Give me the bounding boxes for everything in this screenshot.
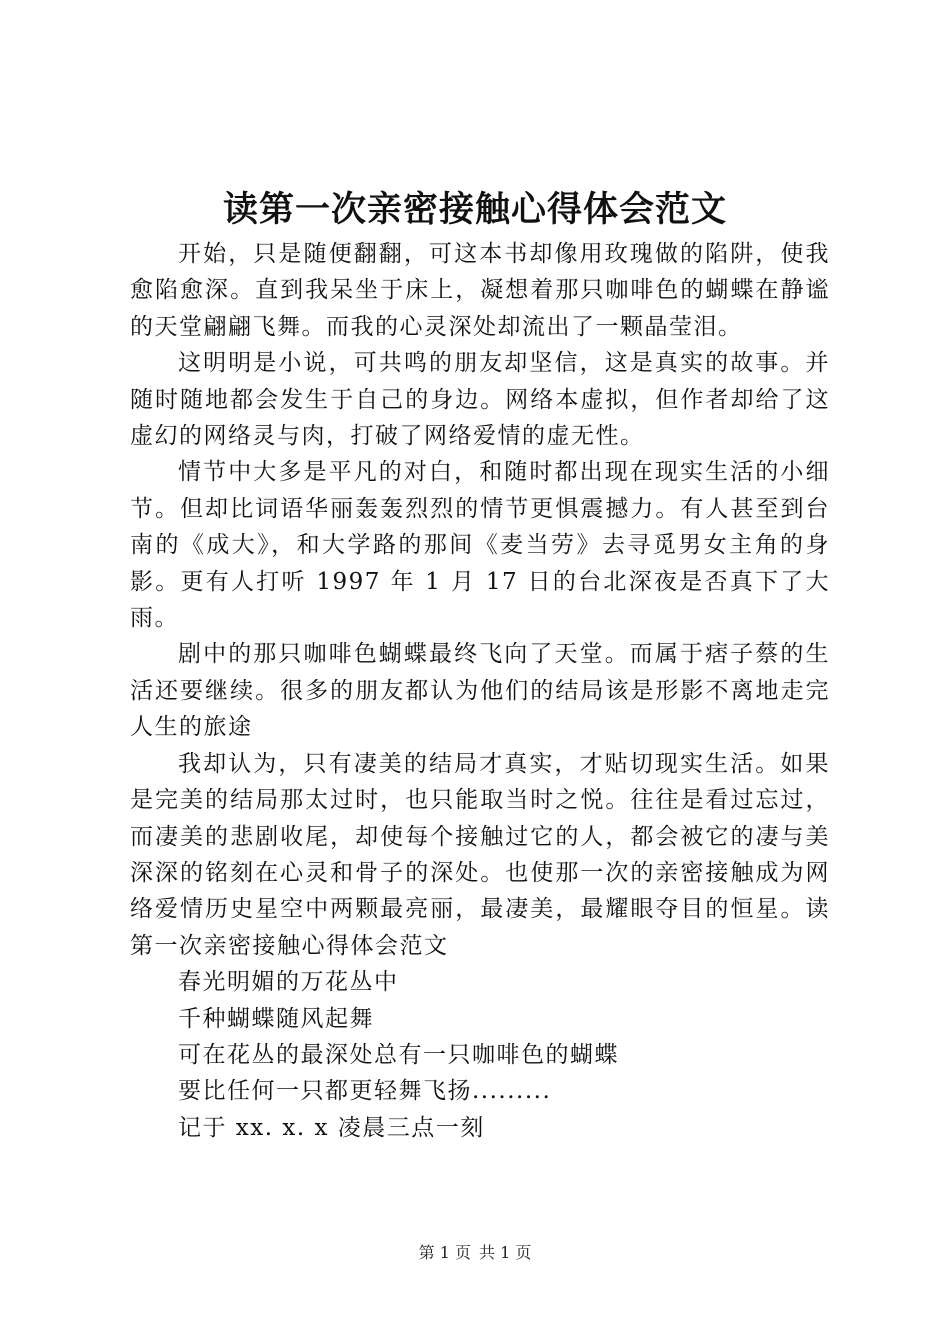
verse-line-2: 千种蝴蝶随风起舞 [178,1005,374,1032]
paragraph-5: 我却认为，只有凄美的结局才真实，才贴切现实生活。如果是完美的结局那太过时，也只能取当时之悦。往往是看过忘过，而凄美的悲剧收尾，却使每个接触过它的人，都会被它的凄与美深深的铭刻在心灵和骨子的深处。也使那一次的亲密接触成为网络爱情历史星空中两颗最亮丽，最凄美，最耀眼夺目的恒星。读第一次亲密接触心得体会范文 [130,750,830,959]
paragraph-1: 开始，只是随便翻翻，可这本书却像用玫瑰做的陷阱，使我愈陷愈深。直到我呆坐于床上，凝想着那只咖啡色的蝴蝶在静谧的天堂翩翩飞舞。而我的心灵深处却流出了一颗晶莹泪。 [130,241,830,340]
paragraph-4: 剧中的那只咖啡色蝴蝶最终飞向了天堂。而属于痞子蔡的生活还要继续。很多的朋友都认为他们的结局该是形影不离地走完人生的旅途 [130,641,830,741]
verse-signature: 记于 xx. x. x 凌晨三点一刻 [178,1114,485,1141]
paragraph-3: 情节中大多是平凡的对白，和随时都出现在现实生活的小细节。但却比词语华丽轰轰烈烈的情节更惧震撼力。有人甚至到台南的《成大》，和大学路的那间《麦当劳》去寻觅男女主角的身影。更有人打听 1997 年 1 月 17 日的台北深夜是否真下了大雨。 [130,459,830,632]
verse-line-3: 可在花丛的最深处总有一只咖啡色的蝴蝶 [178,1041,619,1068]
document-body [130,236,830,1146]
document-title: 读第一次亲密接触心得体会范文 [222,189,727,230]
page-number: 第 1 页 [418,1243,471,1262]
verse-line-4: 要比任何一只都更轻舞飞扬......... [178,1078,552,1105]
verse-line-1: 春光明媚的万花丛中 [178,969,399,996]
page-footer [0,1242,950,1264]
paragraph-2: 这明明是小说，可共鸣的朋友却坚信，这是真实的故事。并随时随地都会发生于自己的身边。网络本虚拟，但作者却给了这虚幻的网络灵与肉，打破了网络爱情的虚无性。 [130,350,830,450]
page-total: 共 1 页 [479,1243,532,1262]
